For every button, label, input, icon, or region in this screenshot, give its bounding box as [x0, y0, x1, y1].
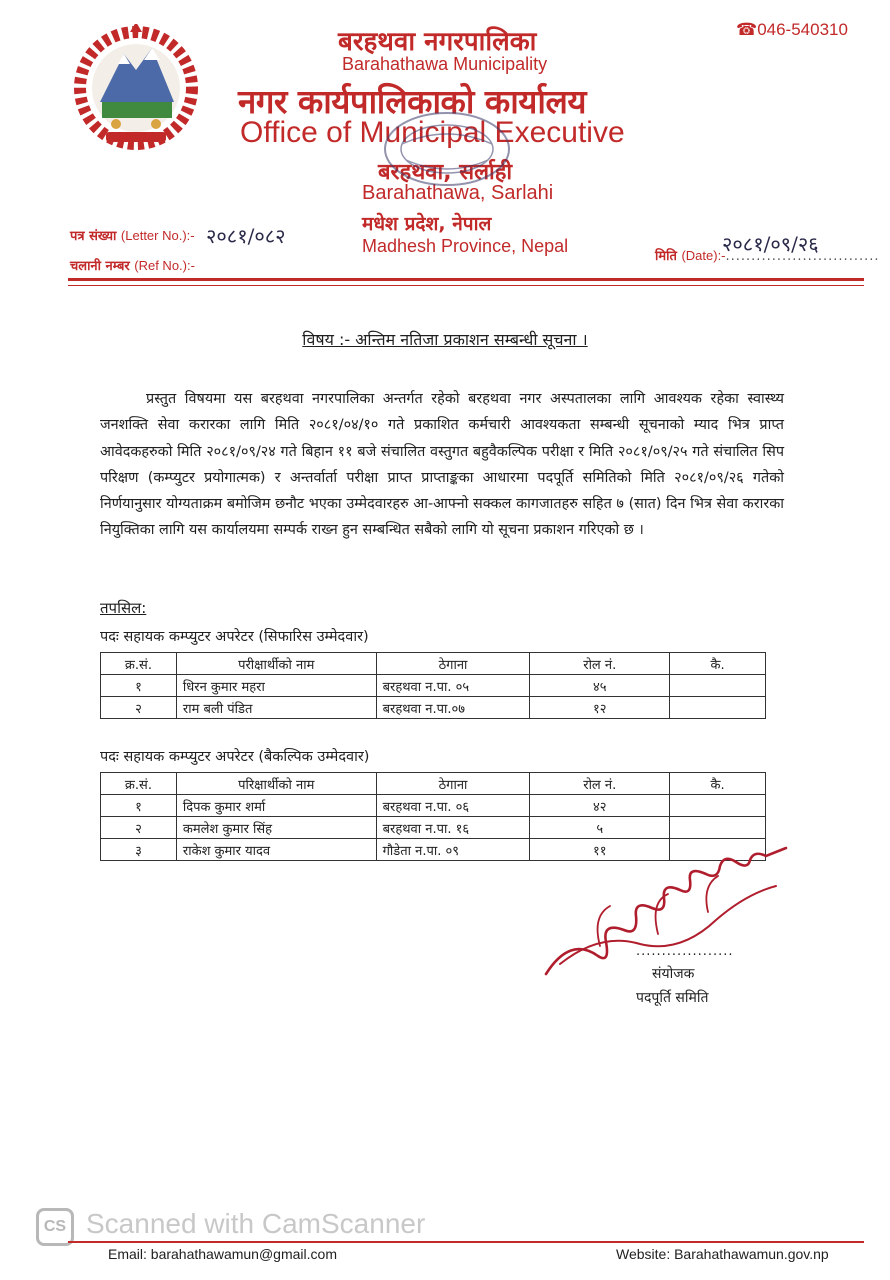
remarks-cell [670, 795, 766, 817]
office-name-english: Office of Municipal Executive [240, 116, 625, 149]
column-header: कै. [670, 773, 766, 795]
letter-no-label: पत्र संख्या (Letter No.):- [70, 228, 195, 244]
serial-cell: १ [101, 675, 177, 697]
table-row [101, 697, 766, 719]
name-cell: कमलेश कुमार सिंह [176, 817, 376, 839]
telephone-icon: ☎ [736, 20, 758, 39]
column-header: रोल नं. [530, 653, 670, 675]
remarks-cell [670, 675, 766, 697]
column-header: ठेगाना [376, 653, 530, 675]
signature-line: ................... [636, 944, 734, 959]
address-cell: बरहथवा न.पा. १६ [376, 817, 530, 839]
footer-website: Website: Barahathawamun.gov.np [616, 1246, 829, 1262]
address-cell: बरहथवा न.पा.०७ [376, 697, 530, 719]
camscanner-logo: CS [36, 1208, 74, 1246]
province-english: Madhesh Province, Nepal [362, 236, 569, 256]
table-header-row [101, 653, 766, 675]
column-header: परीक्षार्थीको नाम [176, 653, 376, 675]
remarks-cell [670, 697, 766, 719]
nepal-emblem-icon [66, 24, 206, 154]
column-header: रोल नं. [530, 773, 670, 795]
table-row [101, 795, 766, 817]
recommended-candidates-table [100, 652, 766, 719]
address-nepali: बरहथवा, सर्लाही [378, 160, 513, 185]
roll-cell: १२ [530, 697, 670, 719]
remarks-cell [670, 817, 766, 839]
letterhead-rule-thin [68, 285, 864, 286]
roll-cell: ५ [530, 817, 670, 839]
post-title-alternate: पदः सहायक कम्प्युटर अपरेटर (बैकल्पिक उम्मेदवार) [100, 749, 370, 765]
province-nepali: मधेश प्रदेश, नेपाल [362, 213, 492, 235]
signatory-title: संयोजक [652, 966, 695, 982]
phone-number: 046-540310 [757, 20, 848, 39]
date-value: २०८१/०९/२६ [722, 232, 819, 256]
office-stamp [372, 104, 522, 194]
table-row [101, 817, 766, 839]
municipality-name-english: Barahathawa Municipality [342, 54, 548, 74]
notice-body: प्रस्तुत विषयमा यस बरहथवा नगरपालिका अन्तर्गत रहेको बरहथवा नगर अस्पतालका लागि आवश्यक रहेका स्वास्थ्य जनशक्ति सेवा करारका लागि मिति २०८१/०४/१० गते प्रकाशित कर्मचारी आवश्यकता सम्बन्धी सूचनाको म्याद भित्र प्राप्त आवेदकहरुको मिति २०८१/०९/२४ गते बिहान ११ बजे संचालित वस्तुगत बहुवैकल्पिक परीक्षा र मिति २०८१/०९/२५ गते संचालित सिप परिक्षण (कम्प्युटर प्रयोगात्मक) र अन्तर्वार्ता परीक्षा प्राप्त प्राप्ताङ्कका आधारमा पदपूर्ति समितिको मिति २०८१/०९/२६ गतेको निर्णयानुसार योग्यताक्रम बमोजिम छनौट भएका उम्मेदवारहरु आ-आफ्नो सक्कल कागजातहरु सहित ७ (सात) दिन भित्र सेवा करारका नियुक्तिका लागि यस कार्यालयमा सम्पर्क राख्न हुन सम्बन्धित सबैको लागि यो सूचना प्रकाशन गरिएको छ । [100, 391, 784, 539]
name-cell: दिपक कुमार शर्मा [176, 795, 376, 817]
letter-no-value: २०८१/०८२ [206, 224, 286, 248]
post-title-recommended: पदः सहायक कम्प्युटर अपरेटर (सिफारिस उम्मेदवार) [100, 629, 369, 645]
serial-cell: २ [101, 817, 177, 839]
roll-cell: ४२ [530, 795, 670, 817]
name-cell: धिरन कुमार महरा [176, 675, 376, 697]
column-header: क्र.सं. [101, 773, 177, 795]
serial-cell: १ [101, 795, 177, 817]
footer-email: Email: barahathawamun@gmail.com [108, 1246, 337, 1262]
column-header: ठेगाना [376, 773, 530, 795]
column-header: परिक्षार्थीको नाम [176, 773, 376, 795]
footer-rule [68, 1241, 864, 1243]
roll-cell: ४५ [530, 675, 670, 697]
office-name-nepali: नगर कार्यपालिकाको कार्यालय [238, 82, 586, 121]
address-english: Barahathawa, Sarlahi [362, 182, 554, 204]
signatory-committee: पदपूर्ति समिति [636, 990, 709, 1006]
table-header-row [101, 773, 766, 795]
roll-cell: ११ [530, 839, 670, 861]
subject-line: विषय :- अन्तिम नतिजा प्रकाशन सम्बन्धी सूचना । [302, 330, 588, 349]
column-header: कै. [670, 653, 766, 675]
date-label: मिति (Date):-.............................. [655, 248, 880, 264]
letterhead-rule [68, 278, 864, 281]
column-header: क्र.सं. [101, 653, 177, 675]
name-cell: राम बली पंडित [176, 697, 376, 719]
ref-no-label: चलानी नम्बर (Ref No.):- [70, 258, 195, 274]
serial-cell: ३ [101, 839, 177, 861]
name-cell: राकेश कुमार यादव [176, 839, 376, 861]
address-cell: बरहथवा न.पा. ०६ [376, 795, 530, 817]
table-row [101, 675, 766, 697]
address-cell: बरहथवा न.पा. ०५ [376, 675, 530, 697]
details-heading: तपसिल: [100, 599, 147, 617]
address-cell: गौडेता न.पा. ०९ [376, 839, 530, 861]
municipality-name-nepali: बरहथवा नगरपालिका [338, 27, 537, 57]
phone-line [736, 20, 848, 40]
serial-cell: २ [101, 697, 177, 719]
scanner-watermark: Scanned with CamScanner [86, 1208, 426, 1239]
